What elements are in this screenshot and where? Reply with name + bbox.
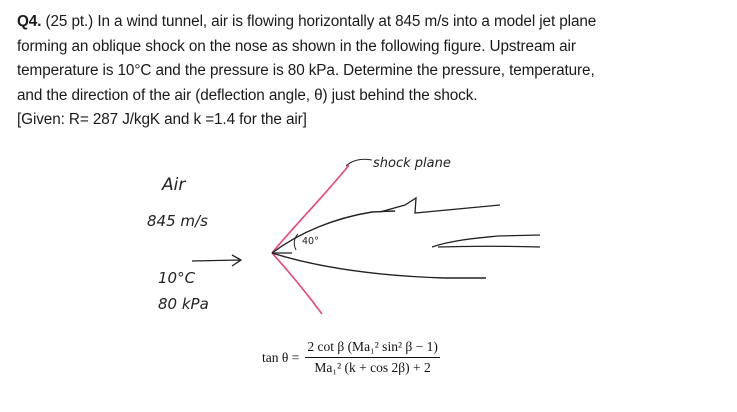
flow-arrow <box>192 255 241 266</box>
question-number: Q4. <box>17 13 42 30</box>
formula-numerator: 2 cot β (Ma₁² sin² β − 1) <box>305 339 440 358</box>
deflection-angle-formula <box>262 339 440 376</box>
jet-wing <box>380 198 500 213</box>
jet-engine <box>432 235 540 247</box>
formula-lhs: tan θ = <box>262 349 300 365</box>
shock-wave-lower <box>272 253 322 314</box>
problem-line-3: temperature is 10°C and the pressure is 80 kPa. Determine the pressure, temperature, <box>17 62 595 80</box>
problem-line-5: [Given: R= 287 J/kgK and k =1.4 for the air] <box>17 111 307 129</box>
label-pressure: 80 kPa <box>158 295 209 313</box>
problem-line-1-text: (25 pt.) In a wind tunnel, air is flowing horizontally at 845 m/s into a model jet plane <box>41 13 597 30</box>
problem-line-2: forming an oblique shock on the nose as shown in the following figure. Upstream air <box>17 37 576 55</box>
label-shock-plane: shock plane <box>373 156 451 171</box>
formula-denominator: Ma₁² (k + cos 2β) + 2 <box>314 360 431 375</box>
shock-label-pointer <box>346 159 372 166</box>
label-air: Air <box>162 175 186 195</box>
jet-lower-surface <box>272 253 486 278</box>
label-speed: 845 m/s <box>147 212 208 230</box>
label-temperature: 10°C <box>158 269 196 287</box>
formula-fraction <box>305 339 440 376</box>
problem-line-4: and the direction of the air (deflection angle, θ) just behind the shock. <box>17 86 478 104</box>
angle-label: 40° <box>302 236 319 247</box>
